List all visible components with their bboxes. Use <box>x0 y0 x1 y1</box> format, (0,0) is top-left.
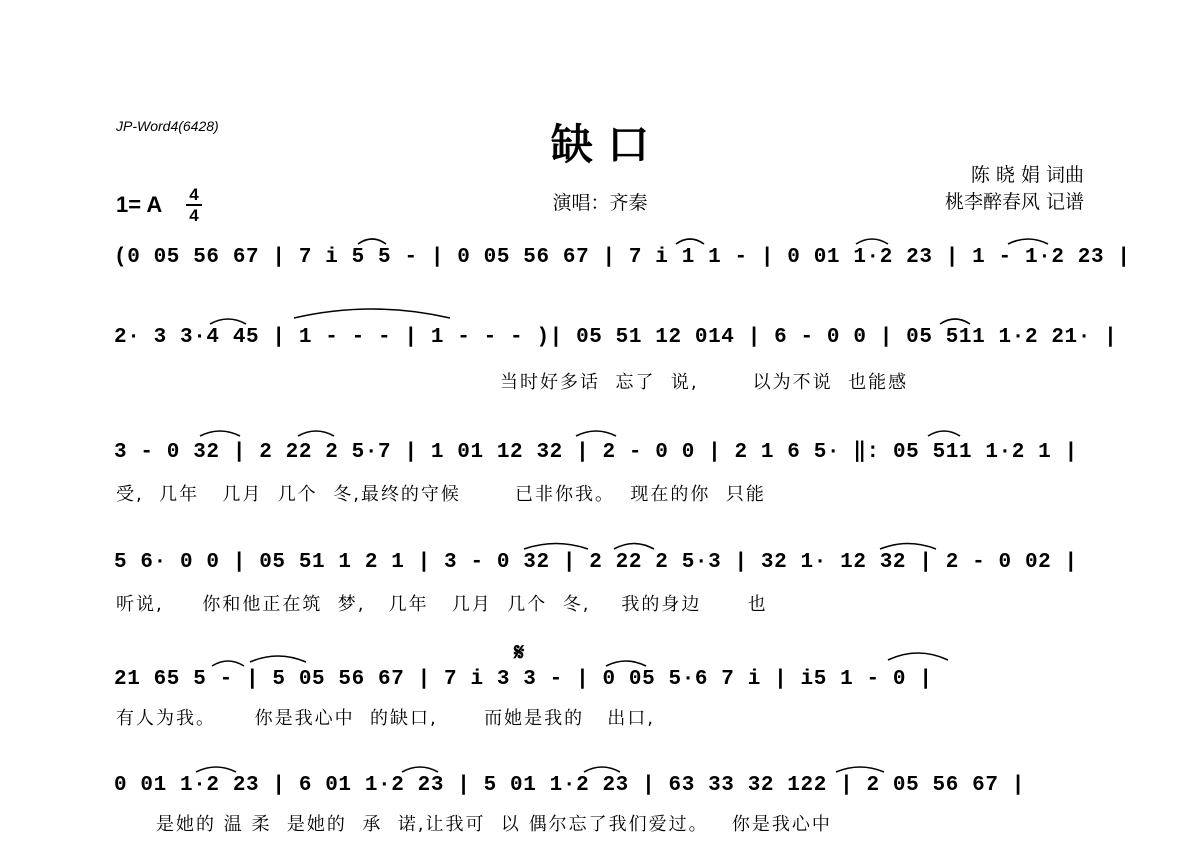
score-line-1-notes: (0 05 56 67 | 7 i 5 5 - | 0 05 56 67 | 7 i 1 1 - | 0 01 1·2 23 | 1 - 1·2 23 | <box>114 246 1131 269</box>
time-signature-bottom: 4 <box>189 206 199 225</box>
slur <box>888 653 948 660</box>
slur <box>212 661 244 666</box>
song-title: 缺 口 <box>550 120 650 169</box>
time-signature-top: 4 <box>189 185 199 204</box>
slur <box>294 309 450 318</box>
slur <box>676 239 704 244</box>
slur <box>836 767 884 772</box>
slur <box>196 767 236 772</box>
slur <box>614 544 654 550</box>
score-line-6-notes: 0 01 1·2 23 | 6 01 1·2 23 | 5 01 1·2 23 | 63 33 32 122 | 2 05 56 67 | <box>114 774 1025 797</box>
score-line-5-lyrics: 有人为我。 你是我心中 的缺口, 而她是我的 出口, <box>116 708 655 729</box>
score-line-6-lyrics: 是她的 温 柔 是她的 承 诺,让我可 以 偶尔忘了我们爱过。 你是我心中 <box>156 814 832 835</box>
slur <box>402 767 438 772</box>
slur <box>584 767 620 772</box>
slur <box>1008 239 1048 244</box>
score-line-3-lyrics: 受, 几年 几月 几个 冬,最终的守候 已非你我。 现在的你 只能 <box>116 484 766 505</box>
slur <box>576 431 616 436</box>
slur <box>940 319 970 324</box>
slur <box>524 544 588 550</box>
slur <box>200 431 240 436</box>
score-line-5-notes: 21 65 5 - | 5 05 56 67 | 7 i 3 3 - | 0 05 5·6 7 i | i5 1 - 0 | <box>114 668 933 691</box>
slur <box>928 431 960 436</box>
score-line-4-lyrics: 听说, 你和他正在筑 梦, 几年 几月 几个 冬, 我的身边 也 <box>116 594 768 615</box>
segno-sign: 𝄋 <box>514 638 525 666</box>
slur <box>606 661 646 666</box>
slur <box>856 239 888 244</box>
slur <box>210 319 246 324</box>
slur <box>250 656 306 662</box>
singer-credit: 演唱：齐秦 <box>552 192 648 214</box>
key-signature: 1= A <box>116 192 163 217</box>
credit-transcriber: 桃李醉春风 记谱 <box>944 191 1084 213</box>
credit-lyrics-music: 陈 晓 娟 词曲 <box>970 164 1084 186</box>
slur <box>358 239 386 244</box>
software-label: JP-Word4(6428) <box>116 118 219 134</box>
score-line-2-notes: 2· 3 3·4 45 | 1 - - - | 1 - - - )| 05 51 12 014 | 6 - 0 0 | 05 511 1·2 21· | <box>114 326 1118 349</box>
score-line-3-notes: 3 - 0 32 | 2 22 2 5·7 | 1 01 12 32 | 2 - 0 0 | 2 1 6 5· ‖: 05 511 1·2 1 | <box>114 441 1078 464</box>
score-line-2-lyrics: 当时好多话 忘了 说, 以为不说 也能感 <box>500 372 909 393</box>
slur <box>880 544 936 550</box>
score-line-4-notes: 5 6· 0 0 | 05 51 1 2 1 | 3 - 0 32 | 2 22 2 5·3 | 32 1· 12 32 | 2 - 0 02 | <box>114 551 1078 574</box>
slur <box>298 431 334 436</box>
